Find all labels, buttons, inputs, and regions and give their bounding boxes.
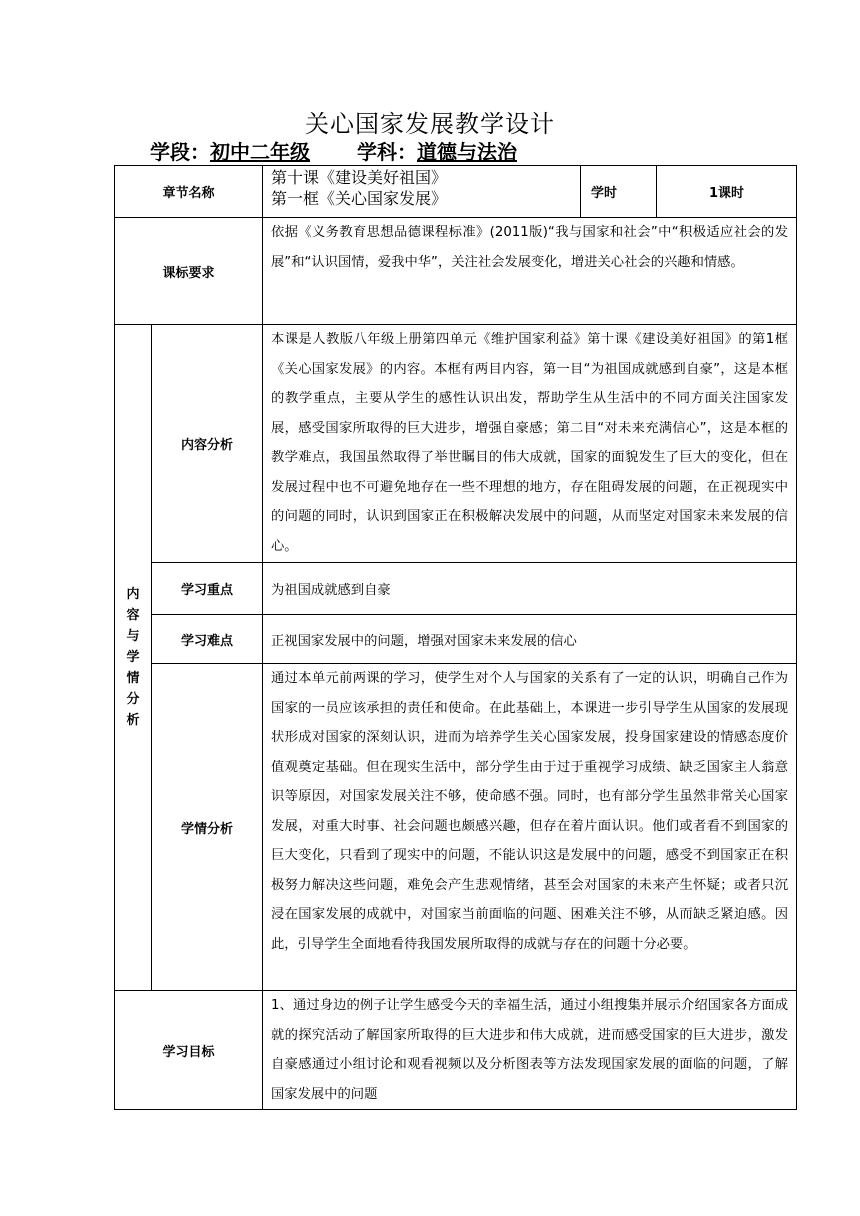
document-title: 关心国家发展教学设计: [305, 110, 555, 138]
standard-row: [115, 218, 797, 325]
period-value: 1课时: [657, 166, 797, 218]
standard-text: 依据《义务教育思想品德课程标准》(2011版)“我与国家和社会”中“积极适应社会的发展”和“认识国情，爱我中华”，关注社会发展变化，增进关心社会的兴趣和情感。: [263, 218, 797, 325]
learner-text: 通过本单元前两课的学习，使学生对个人与国家的关系有了一定的认识，明确自己作为国家的一员应该承担的责任和使命。在此基础上，本课进一步引导学生从国家的发展现状形成对国家的深刻认识，进而为培养学生关心国家发展，投身国家建设的情感态度价值观奠定基础。但在现实生活中，部分学生由于过于重视学习成绩、缺乏国家主人翁意识等原因，对国家发展关注不够，使命感不强。同时，也有部分学生虽然非常关心国家发展，对重大时事、社会问题也颇感兴趣，但存在着片面认识。他们或者看不到国家的巨大变化，只看到了现实中的问题，不能认识这是发展中的问题，感受不到国家正在积极努力解决这些问题，难免会产生悲观情绪，甚至会对国家的未来产生怀疑；或者只沉浸在国家发展的成就中，对国家当前面临的问题、困难关注不够，从而缺乏紧迫感。因此，引导学生全面地看待我国发展所取得的成就与存在的问题十分必要。: [263, 664, 797, 991]
content-text: 本课是人教版八年级上册第四单元《维护国家利益》第十课《建设美好祖国》的第1框《关心国家发展》的内容。本框有两目内容，第一目“为祖国成就感到自豪”，这是本框的教学重点，主要从学生的感性认识出发，帮助学生从生活中的不同方面关注国家发展，感受国家所取得的巨大进步，增强自豪感；第二目“对未来充满信心”，这是本框的教学难点，我国虽然取得了举世瞩目的伟大成就，国家的面貌发生了巨大的变化，但在发展过程中也不可避免地存在一些不理想的地方，存在阻碍发展的问题，在正视现实中的问题的同时，认识到国家正在积极解决发展中的问题，从而坚定对国家未来发展的信心。: [263, 325, 797, 563]
goal-row: [115, 991, 797, 1110]
stage-group: [150, 140, 317, 164]
chapter-value: [263, 166, 581, 218]
content-label: 内容分析: [152, 325, 263, 563]
stage-label: 学段：: [150, 140, 210, 164]
chapter-label: 章节名称: [115, 166, 263, 218]
subject-label: 学科：: [356, 140, 417, 164]
subject-value: 道德与法治: [416, 140, 517, 164]
document-meta: [150, 136, 557, 165]
section-label-text: 内容与学情分析: [126, 587, 140, 728]
goal-label: 学习目标: [115, 991, 263, 1110]
key-label: 学习重点: [152, 563, 263, 615]
chapter-line-2: 第一框《关心国家发展》: [271, 189, 448, 208]
lesson-plan-table: [114, 165, 797, 1110]
stage-value: 初中二年级: [210, 140, 310, 164]
goal-text: 1、通过身边的例子让学生感受今天的幸福生活，通过小组搜集并展示介绍国家各方面成就的探究活动了解国家所取得的巨大进步和伟大成就，进而感受国家的巨大进步，激发自豪感通过小组讨论和观看视频以及分析图表等方法发现国家发展的面临的问题，了解国家发展中的问题: [263, 991, 797, 1110]
difficulty-label: 学习难点: [152, 615, 263, 664]
difficulty-text: 正视国家发展中的问题，增强对国家未来发展的信心: [263, 615, 797, 664]
period-label: 学时: [581, 166, 657, 218]
key-point-row: [115, 563, 797, 615]
content-row: [115, 325, 797, 563]
learner-label: 学情分析: [152, 664, 263, 991]
learner-row: [115, 664, 797, 991]
key-text: 为祖国成就感到自豪: [263, 563, 797, 615]
standard-label: 课标要求: [115, 218, 263, 325]
difficulty-row: [115, 615, 797, 664]
chapter-line-1: 第十课《建设美好祖国》: [271, 168, 448, 187]
section-label: [115, 325, 152, 991]
subject-group: [357, 140, 517, 164]
chapter-row: [115, 166, 797, 218]
